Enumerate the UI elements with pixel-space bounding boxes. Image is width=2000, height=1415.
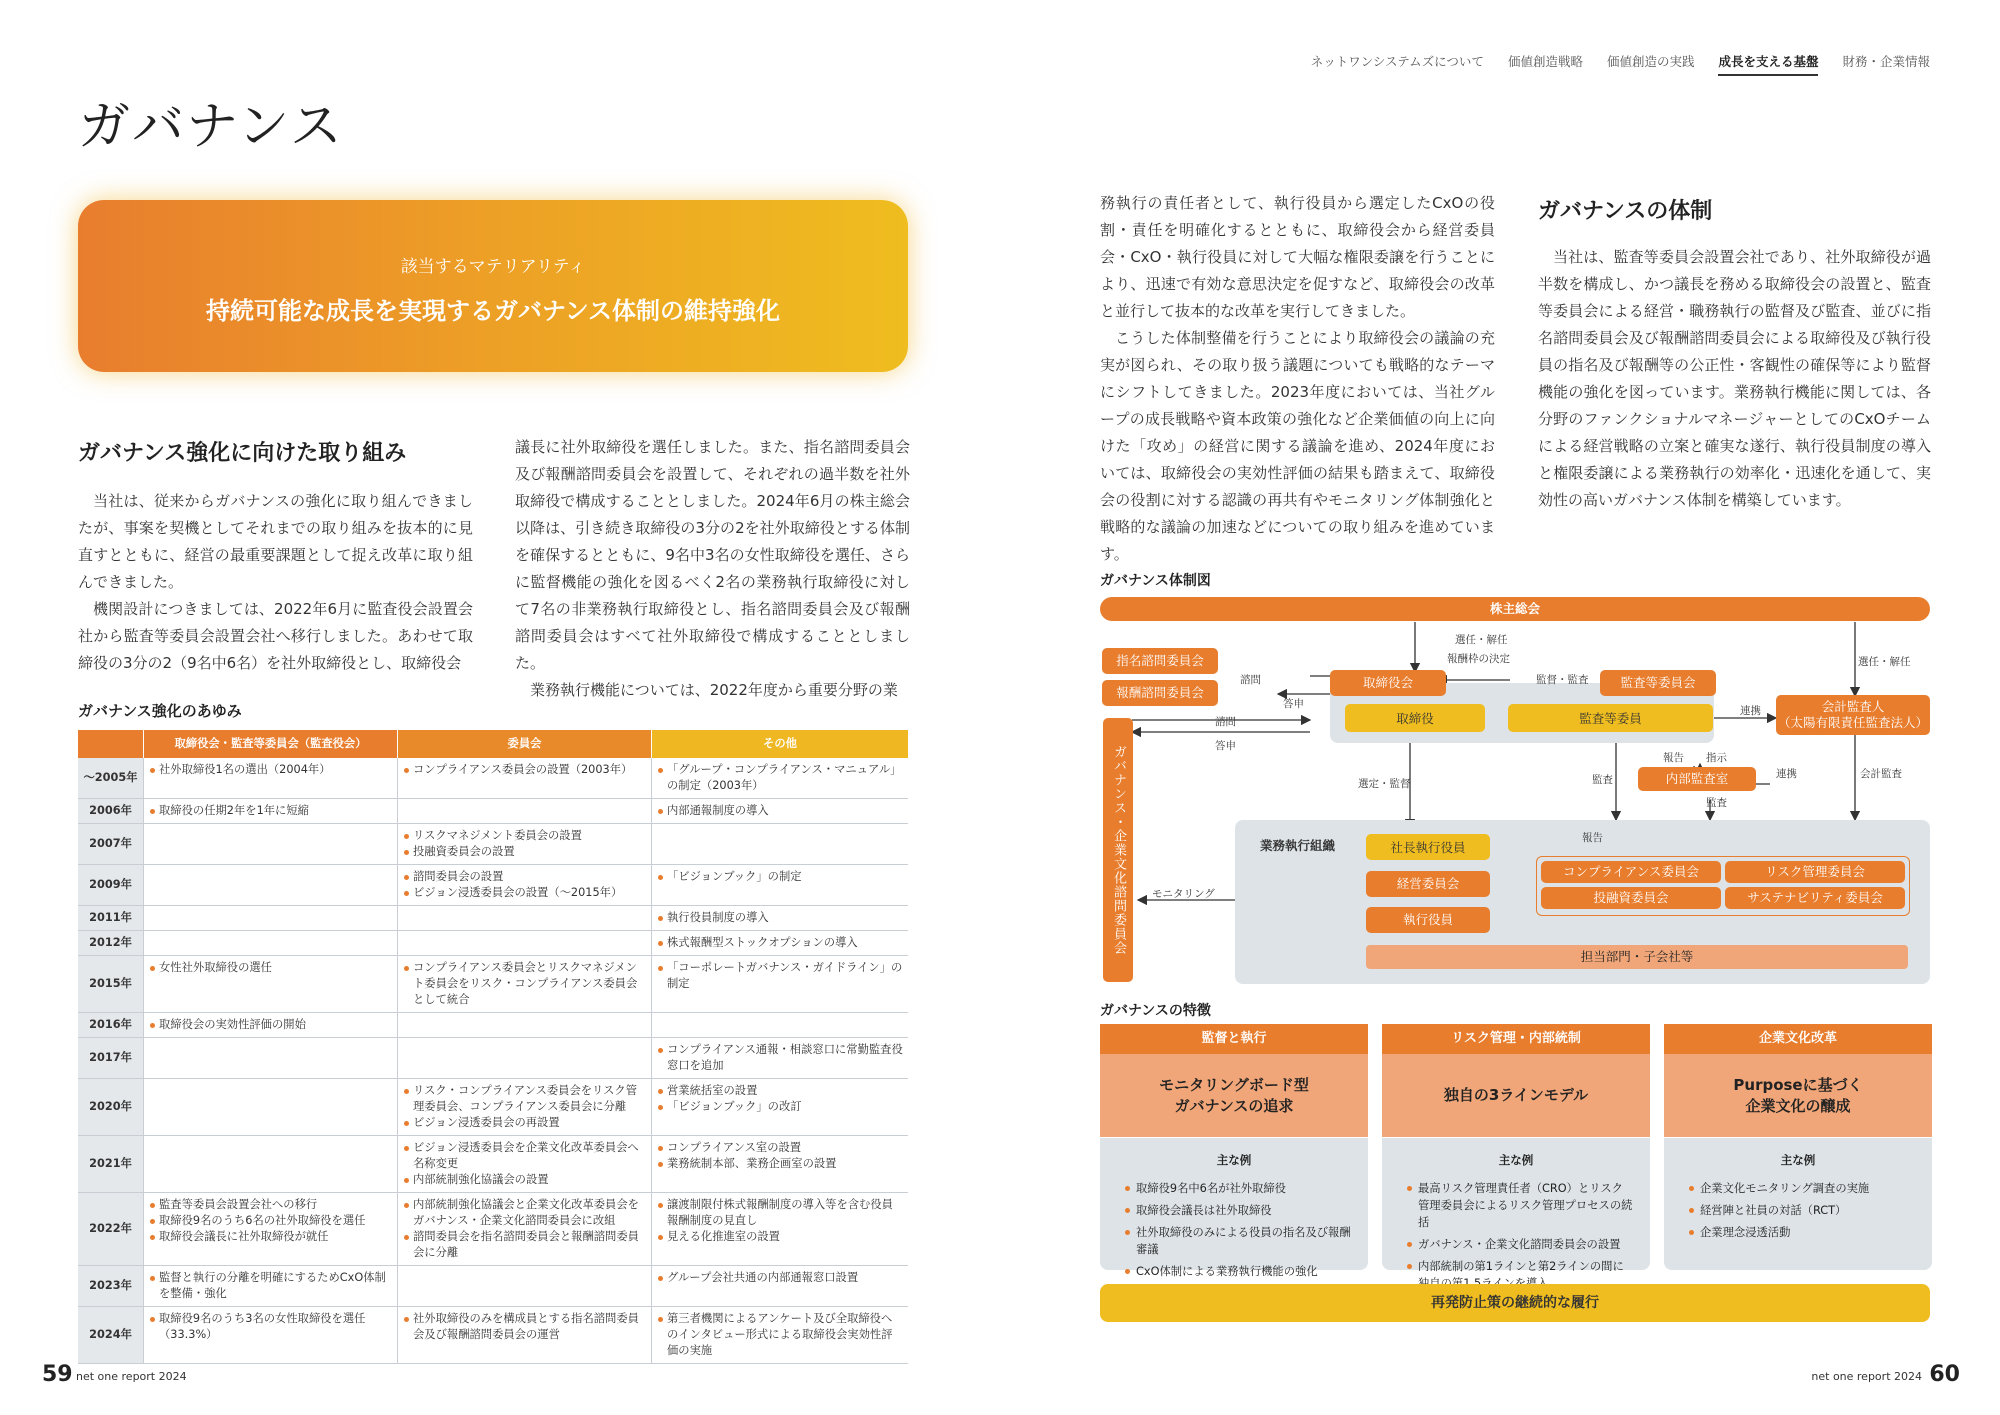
table-cell-year: 2012年 xyxy=(78,931,144,956)
materiality-label: 該当するマテリアリティ xyxy=(400,257,586,277)
table-cell xyxy=(398,865,652,906)
label-elect-dismiss-2: 選任・解任 xyxy=(1858,656,1911,668)
table-item: 株式報酬型ストックオプションの導入 xyxy=(657,935,903,951)
table-cell xyxy=(398,1013,652,1038)
table-item: 営業統括室の設置 xyxy=(657,1083,903,1099)
table-cell xyxy=(144,906,398,931)
table-cell xyxy=(652,824,908,865)
list-item: 内部統制の第1ラインと第2ラインの間に xyxy=(1418,1258,1634,1292)
table-cell-year: 2020年 xyxy=(78,1079,144,1136)
list-item: 社外取締役のみによる役員の指名及び報酬審議 xyxy=(1136,1226,1351,1256)
table-row xyxy=(78,1266,908,1307)
label-audit-2: 監査 xyxy=(1706,797,1727,809)
table-item: グループ会社共通の内部通報窓口設置 xyxy=(657,1270,903,1286)
table-header-row xyxy=(78,730,908,758)
table-row xyxy=(78,906,908,931)
table-item: 取締役9名のうち6名の社外取締役を選任 xyxy=(149,1213,392,1229)
page-title: ガバナンス xyxy=(78,97,344,157)
text-column-2 xyxy=(515,434,910,704)
table-cell-year: 2017年 xyxy=(78,1038,144,1079)
label-consult: 諮問 xyxy=(1240,674,1261,686)
feature-head: リスク管理・内部統制 xyxy=(1382,1024,1650,1054)
label-monitoring: モニタリング xyxy=(1152,888,1215,900)
table-item: 諮問委員会を指名諮問委員会と報酬諮問委員会に分離 xyxy=(403,1229,646,1261)
sustainability-committee: サステナビリティ委員会 xyxy=(1725,887,1905,909)
feature-main-line-1: Purposeに基づく xyxy=(1733,1075,1863,1094)
table-cell xyxy=(398,931,652,956)
feature-examples-label: 主な例 xyxy=(1780,1153,1816,1167)
table-cell-year: 2006年 xyxy=(78,799,144,824)
auditor-line-2: （太陽有限責任監査法人） xyxy=(1777,715,1928,730)
table-cell xyxy=(144,865,398,906)
table-cell xyxy=(144,1038,398,1079)
audit-members-box: 監査等委員 xyxy=(1508,704,1713,732)
table-item: リスク・コンプライアンス委員会をリスク管理委員会、コンプライアンス委員会に分離 xyxy=(403,1083,646,1115)
materiality-box xyxy=(78,200,908,372)
table-cell xyxy=(398,1307,652,1364)
table-cell xyxy=(144,1266,398,1307)
table-row xyxy=(78,1013,908,1038)
executive-officers: 執行役員 xyxy=(1366,907,1490,933)
management-committee: 経営委員会 xyxy=(1366,871,1490,897)
president-box: 社長執行役員 xyxy=(1366,834,1490,860)
table-row xyxy=(78,1079,908,1136)
table-item: 内部統制強化協議会と企業文化改革委員会をガバナンス・企業文化諮問委員会に改組 xyxy=(403,1197,646,1229)
feature-main xyxy=(1664,1054,1932,1138)
list-item: 経営陣と社員の対話（RCT） xyxy=(1700,1202,1916,1219)
section-heading-structure: ガバナンスの体制 xyxy=(1538,199,1713,224)
table-item: コンプライアンス委員会とリスクマネジメント委員会をリスク・コンプライアンス委員会として統合 xyxy=(403,960,646,1008)
table-cell xyxy=(398,906,652,931)
feature-main-line-1: モニタリングボード型 xyxy=(1159,1075,1309,1094)
feature-head: 監督と執行 xyxy=(1100,1024,1368,1054)
table-item: リスクマネジメント委員会の設置 xyxy=(403,828,646,844)
risk-committee: リスク管理委員会 xyxy=(1725,861,1905,883)
table-item: 社外取締役のみを構成員とする指名諮問委員会及び報酬諮問委員会の運営 xyxy=(403,1311,646,1343)
history-table xyxy=(78,730,908,1364)
text-column-3 xyxy=(1100,190,1495,568)
table-header-year xyxy=(78,730,144,758)
list-item: 最高リスク管理責任者（CRO）とリスク管理委員会によるリスク管理プロセスの続括 xyxy=(1418,1182,1633,1229)
table-cell xyxy=(398,824,652,865)
paragraph: こうした体制整備を行うことにより取締役会の議論の充実が図られ、その取り扱う議題についても戦略的なテーマにシフトしてきました。2023年度においては、当社グループの成長戦略や資本政策の強化など企業価値の向上に向けた「攻め」の経営に関する議論を進め、2024年度においては、取締役会の実効性評価の結果も踏まえて、取締役会の役割に対する認識の再共有やモニタリング体制強化と戦略的な議論の加速などについての取り組みを進めています。 xyxy=(1100,329,1495,563)
table-cell xyxy=(144,1136,398,1193)
table-header: 取締役会・監査等委員会（監査役会） xyxy=(144,730,398,758)
table-cell xyxy=(398,1266,652,1307)
text-column-4 xyxy=(1538,244,1931,514)
table-cell xyxy=(652,1307,908,1364)
table-row xyxy=(78,1307,908,1364)
label-cooperate: 連携 xyxy=(1740,705,1761,717)
table-item: 取締役9名のうち3名の女性取締役を選任（33.3%） xyxy=(149,1311,392,1343)
table-row xyxy=(78,1038,908,1079)
table-cell xyxy=(398,1136,652,1193)
table-cell xyxy=(652,956,908,1013)
label-elect-dismiss: 選任・解任 xyxy=(1455,634,1508,646)
label-select-supervise: 選定・監督 xyxy=(1358,778,1411,790)
table-cell xyxy=(652,1136,908,1193)
table-item: 取締役会議長に社外取締役が就任 xyxy=(149,1229,392,1245)
table-header: 委員会 xyxy=(398,730,652,758)
feature-card xyxy=(1664,1024,1932,1270)
table-cell xyxy=(144,1079,398,1136)
footer-right: net one report 2024 xyxy=(1811,1370,1922,1383)
feature-list xyxy=(1136,1180,1352,1280)
shareholders-meeting: 株主総会 xyxy=(1100,597,1930,621)
feature-main-line-2: 企業文化の醸成 xyxy=(1745,1096,1851,1115)
table-cell xyxy=(144,824,398,865)
table-item: ビジョン浸透委員会の設置（～2015年） xyxy=(403,885,646,901)
list-item: ガバナンス・企業文化諮問委員会の設置 xyxy=(1418,1236,1634,1253)
table-item: 取締役会の実効性評価の開始 xyxy=(149,1017,392,1033)
auditor-line-1: 会計監査人 xyxy=(1821,699,1885,714)
audit-committee-tag: 監査等委員会 xyxy=(1600,670,1716,696)
nav-item-about[interactable]: ネットワンシステムズについて xyxy=(1310,54,1484,69)
history-title: ガバナンス強化のあゆみ xyxy=(78,702,242,720)
table-cell-year: 2009年 xyxy=(78,865,144,906)
paragraph: 当社は、監査等委員会設置会社であり、社外取締役が過半数を構成し、かつ議長を務める取締役会の設置と、監査等委員会による経営・職務執行の監督及び監査、並びに指名諮問委員会及び報酬諮問委員会による取締役及び執行役員の指名及び報酬等の公正性・客観性の確保等により監督機能の強化を図っています。業務執行機能に関しては、各分野のファンクショナルマネージャーとしてのCxOチームによる経営戦略の立案と確実な遂行、執行役員制度の導入と権限委譲による業務執行の効率化・迅速化を通して、実効性の高いガバナンス体制を構築しています。 xyxy=(1538,248,1931,509)
label-comp-frame: 報酬枠の決定 xyxy=(1447,653,1510,665)
table-cell-year: 2007年 xyxy=(78,824,144,865)
label-report: 報告 xyxy=(1663,752,1684,764)
table-cell xyxy=(144,758,398,799)
table-item: 監督と執行の分離を明確にするためCxO体制を整備・強化 xyxy=(149,1270,392,1302)
table-item: 女性社外取締役の選任 xyxy=(149,960,392,976)
feature-examples-label: 主な例 xyxy=(1498,1153,1534,1167)
feature-main-line-1: 独自の3ラインモデル xyxy=(1443,1086,1589,1104)
table-item: 社外取締役1名の選出（2004年） xyxy=(149,762,392,778)
table-cell xyxy=(398,956,652,1013)
table-header: その他 xyxy=(652,730,908,758)
table-item: ビジョン浸透委員会を企業文化改革委員会へ名称変更 xyxy=(403,1140,646,1172)
table-item: 執行役員制度の導入 xyxy=(657,910,903,926)
table-cell xyxy=(144,1307,398,1364)
table-cell-year: 2024年 xyxy=(78,1307,144,1364)
table-item: コンプライアンス室の設置 xyxy=(657,1140,903,1156)
feature-card xyxy=(1382,1024,1650,1273)
table-cell xyxy=(652,906,908,931)
compensation-committee: 報酬諮問委員会 xyxy=(1102,680,1218,706)
paragraph: 務執行の責任者として、執行役員から選定したCxOの役割・責任を明確化するとともに、取締役会から経営委員会・CxO・執行役員に対して大幅な権限委譲を行うことにより、迅速で有効な意思決定を促すなど、取締役会の改革と並行して抜本的な改革を実行してきました。 xyxy=(1100,194,1495,320)
table-row xyxy=(78,799,908,824)
investment-committee: 投融資委員会 xyxy=(1541,887,1721,909)
table-cell xyxy=(398,1038,652,1079)
internal-audit-office: 内部監査室 xyxy=(1638,767,1756,791)
table-row xyxy=(78,865,908,906)
directors-box: 取締役 xyxy=(1345,704,1485,732)
materiality-text: 持続可能な成長を実現するガバナンス体制の維持強化 xyxy=(205,297,781,325)
label-instruct: 指示 xyxy=(1706,752,1727,764)
list-item: 取締役会議長は社外取締役 xyxy=(1136,1202,1352,1219)
feature-examples-label: 主な例 xyxy=(1216,1153,1252,1167)
paragraph: 業務執行機能については、2022年度から重要分野の業 xyxy=(530,681,898,699)
table-cell xyxy=(652,1266,908,1307)
top-nav xyxy=(1311,52,1930,76)
table-cell xyxy=(652,1193,908,1266)
table-item: 「ビジョンブック」の改訂 xyxy=(657,1099,903,1115)
diagram-title: ガバナンス体制図 xyxy=(1100,573,1211,589)
nav-item-financial[interactable]: 財務・企業情報 xyxy=(1842,54,1930,69)
table-cell xyxy=(144,956,398,1013)
table-cell-year: 2021年 xyxy=(78,1136,144,1193)
table-cell xyxy=(652,931,908,956)
feature-list xyxy=(1700,1180,1916,1241)
feature-head: 企業文化改革 xyxy=(1664,1024,1932,1054)
list-item: CxO体制による業務執行機能の強化 xyxy=(1136,1263,1352,1280)
label-report-2: 報告 xyxy=(1582,832,1603,844)
table-cell-year: ～2005年 xyxy=(78,758,144,799)
exec-org-label: 業務執行組織 xyxy=(1260,838,1336,853)
nav-item-practice[interactable]: 価値創造の実践 xyxy=(1606,54,1695,69)
nav-item-strategy[interactable]: 価値創造戦略 xyxy=(1507,54,1583,69)
accounting-auditor xyxy=(1776,695,1930,735)
table-row xyxy=(78,824,908,865)
table-cell xyxy=(652,865,908,906)
table-cell xyxy=(652,1079,908,1136)
list-item: 企業理念浸透活動 xyxy=(1700,1224,1916,1241)
table-cell-year: 2016年 xyxy=(78,1013,144,1038)
paragraph: 議長に社外取締役を選任しました。また、指名諮問委員会及び報酬諮問委員会を設置して、それぞれの過半数を社外取締役で構成することとしました。2024年6月の株主総会以降は、引き続き取締役の3分の2を社外取締役とする体制を確保するとともに、9名中3名の女性取締役を選任、さらに監督機能の強化を図るべく2名の業務執行取締役に対して7名の非業務執行取締役とし、指名諮問委員会及び報酬諮問委員会はすべて社外取締役で構成することとしました。 xyxy=(515,438,910,672)
feature-card xyxy=(1100,1024,1368,1278)
table-cell xyxy=(652,1038,908,1079)
nomination-committee: 指名諮問委員会 xyxy=(1102,648,1218,674)
departments-box: 担当部門・子会社等 xyxy=(1366,945,1908,969)
table-cell xyxy=(144,799,398,824)
governance-culture-committee: ガバナンス・企業文化諮問委員会 xyxy=(1103,718,1133,982)
table-cell xyxy=(398,1193,652,1266)
table-cell xyxy=(652,1013,908,1038)
table-cell xyxy=(652,758,908,799)
table-item: 見える化推進室の設置 xyxy=(657,1229,903,1245)
label-accounting-audit: 会計監査 xyxy=(1860,768,1902,780)
label-audit: 監査 xyxy=(1592,774,1613,786)
label-consult-2: 諮問 xyxy=(1215,716,1236,728)
table-item: 譲渡制限付株式報酬制度の導入等を含む役員報酬制度の見直し xyxy=(657,1197,903,1229)
label-supervise-audit: 監督・監査 xyxy=(1536,674,1589,686)
table-cell xyxy=(144,1013,398,1038)
table-row xyxy=(78,956,908,1013)
table-item: 「ビジョンブック」の制定 xyxy=(657,869,903,885)
footer-left: net one report 2024 xyxy=(76,1370,187,1383)
table-cell xyxy=(652,799,908,824)
table-item: 内部通報制度の導入 xyxy=(657,803,903,819)
table-cell xyxy=(144,1193,398,1266)
page-number-right: 60 xyxy=(1929,1362,1960,1387)
table-row xyxy=(78,931,908,956)
table-item: 諮問委員会の設置 xyxy=(403,869,646,885)
table-cell xyxy=(144,931,398,956)
label-reply-2: 答申 xyxy=(1215,740,1236,752)
table-item: コンプライアンス委員会の設置（2003年） xyxy=(403,762,646,778)
text-column-1 xyxy=(78,488,473,677)
compliance-committee: コンプライアンス委員会 xyxy=(1541,861,1721,883)
table-cell xyxy=(398,758,652,799)
table-cell-year: 2011年 xyxy=(78,906,144,931)
table-cell-year: 2015年 xyxy=(78,956,144,1013)
table-item: 内部統制強化協議会の設置 xyxy=(403,1172,646,1188)
board-tag: 取締役会 xyxy=(1330,670,1446,696)
feature-main xyxy=(1100,1054,1368,1138)
feature-main-line-2: ガバナンスの追求 xyxy=(1174,1096,1294,1115)
table-item: 監査等委員会設置会社への移行 xyxy=(149,1197,392,1213)
table-cell xyxy=(398,1079,652,1136)
section-heading-initiatives: ガバナンス強化に向けた取り組み xyxy=(78,441,407,466)
table-cell xyxy=(398,799,652,824)
feature-main xyxy=(1382,1054,1650,1138)
table-cell-year: 2022年 xyxy=(78,1193,144,1266)
table-row xyxy=(78,758,908,799)
table-item: 投融資委員会の設置 xyxy=(403,844,646,860)
list-item: 取締役9名中6名が社外取締役 xyxy=(1136,1180,1352,1197)
table-item: 第三者機関によるアンケート及び全取締役へのインタビュー形式による取締役会実効性評価の実施 xyxy=(657,1311,903,1359)
table-item: 「コーポレートガバナンス・ガイドライン」の制定 xyxy=(657,960,903,992)
label-reply: 答申 xyxy=(1283,698,1304,710)
table-item: ビジョン浸透委員会の再設置 xyxy=(403,1115,646,1131)
nav-item-foundation[interactable]: 成長を支える基盤 xyxy=(1718,52,1818,76)
features-title: ガバナンスの特徴 xyxy=(1100,1003,1211,1019)
table-item: 「グループ・コンプライアンス・マニュアル」の制定（2003年） xyxy=(657,762,903,794)
table-row xyxy=(78,1136,908,1193)
table-cell-year: 2023年 xyxy=(78,1266,144,1307)
paragraph: 当社は、従来からガバナンスの強化に取り組んできましたが、事案を契機としてそれまでの取り組みを抜本的に見直すとともに、経営の最重要課題として捉え改革に取り組んできました。 xyxy=(78,492,473,591)
table-item: コンプライアンス通報・相談窓口に常勤監査役窓口を追加 xyxy=(657,1042,903,1074)
list-item: 企業文化モニタリング調査の実施 xyxy=(1700,1180,1916,1197)
features-footer-bar: 再発防止策の継続的な履行 xyxy=(1100,1284,1930,1322)
table-row xyxy=(78,1193,908,1266)
feature-list xyxy=(1418,1180,1634,1292)
table-item: 業務統制本部、業務企画室の設置 xyxy=(657,1156,903,1172)
label-cooperate-2: 連携 xyxy=(1776,768,1797,780)
paragraph: 機関設計につきましては、2022年6月に監査役会設置会社から監査等委員会設置会社へ移行しました。あわせて取締役の3分の2（9名中6名）を社外取締役とし、取締役会 xyxy=(78,600,473,672)
page-number-left: 59 xyxy=(42,1362,73,1387)
table-item: 取締役の任期2年を1年に短縮 xyxy=(149,803,392,819)
